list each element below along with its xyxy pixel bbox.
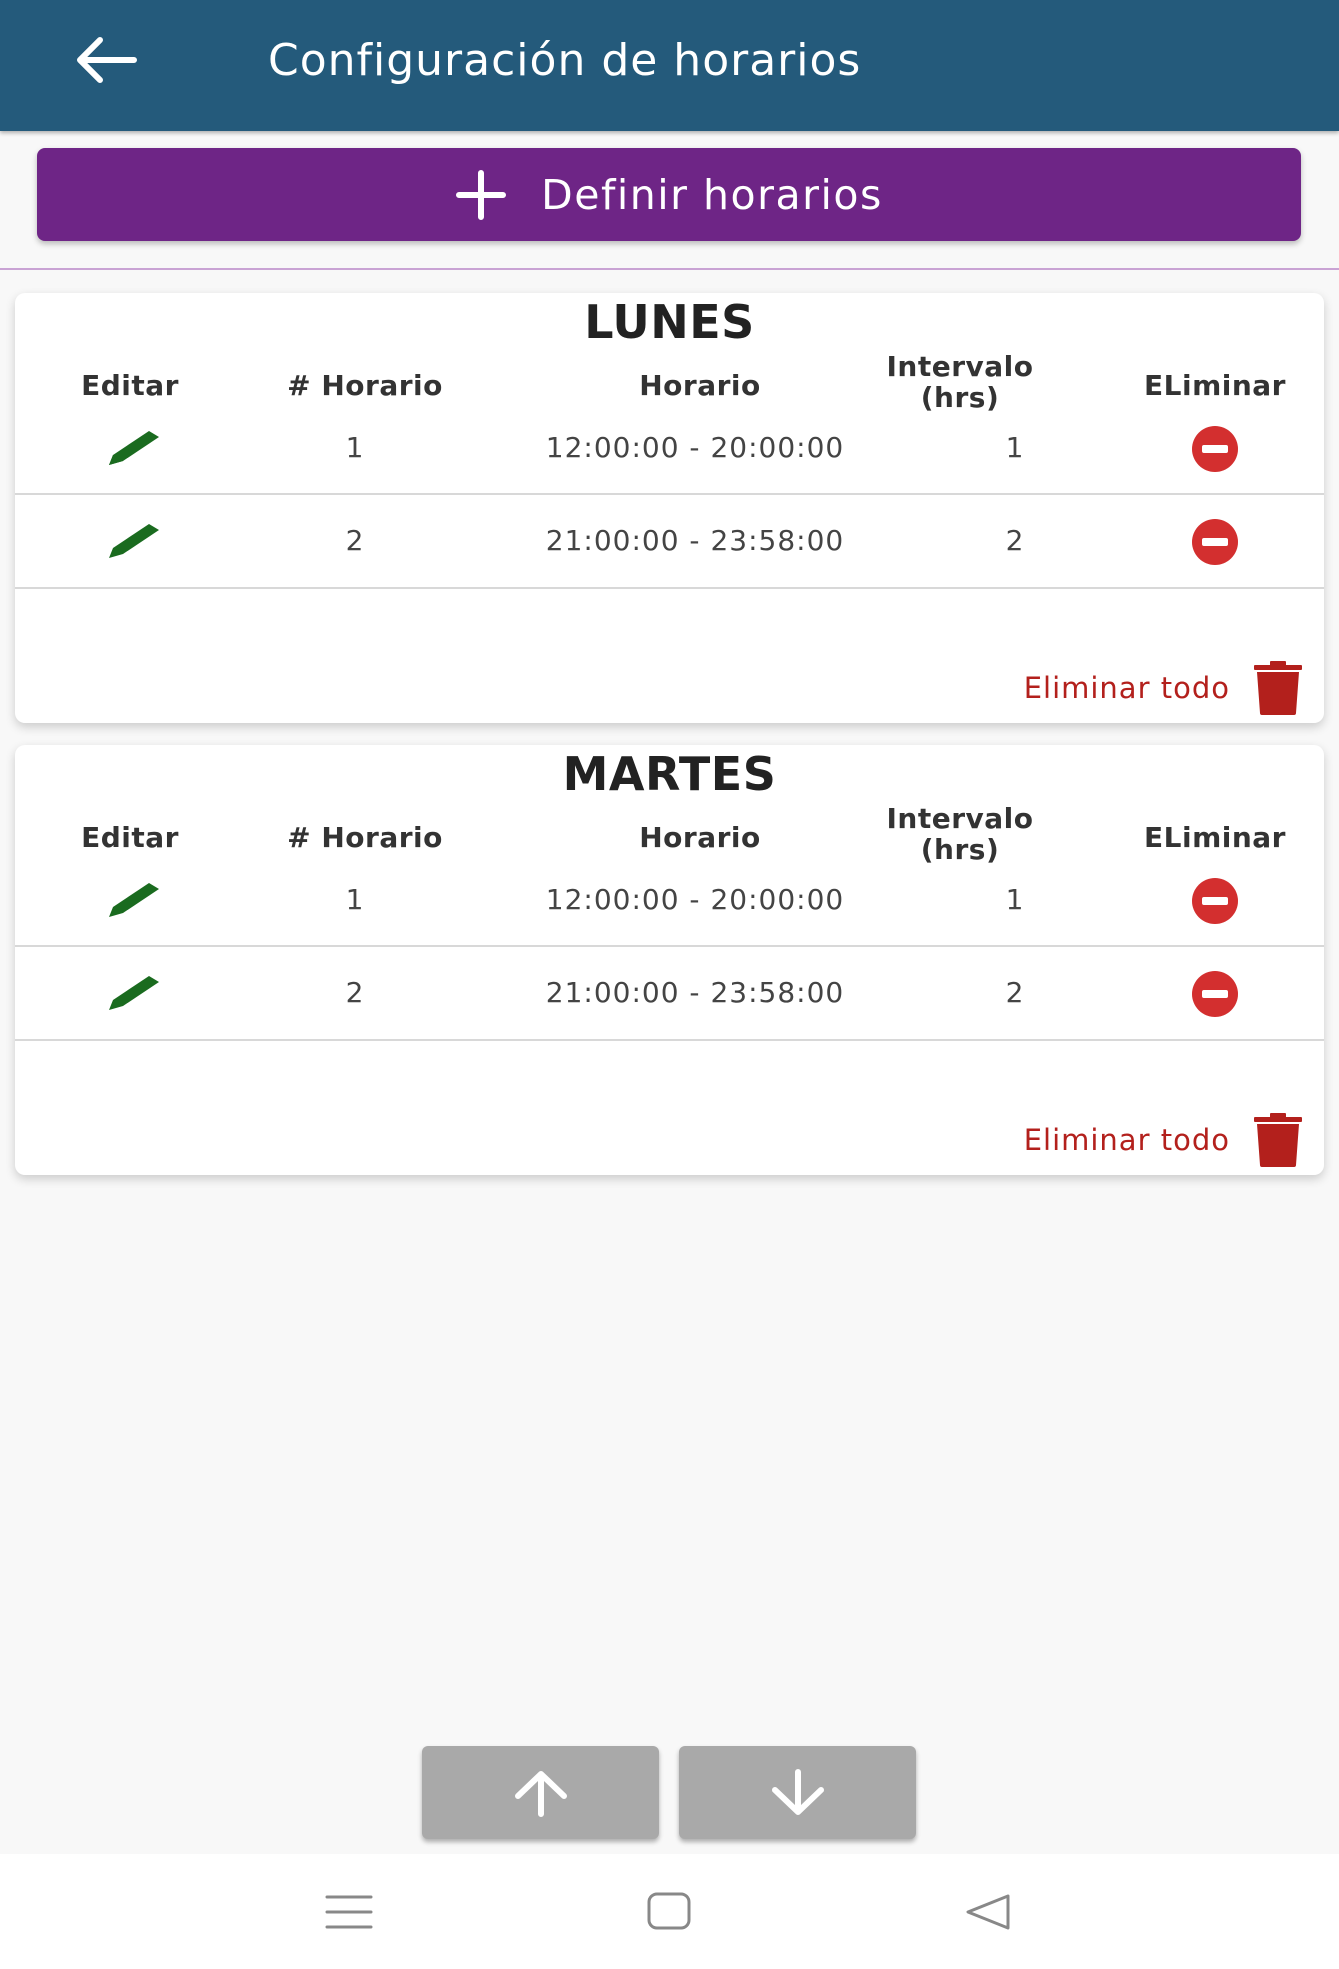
row-interval: 1: [1005, 883, 1025, 916]
pencil-icon[interactable]: [103, 877, 165, 923]
row-number: 2: [345, 976, 365, 1009]
row-number: 2: [345, 524, 365, 557]
row-divider: [15, 1039, 1324, 1041]
scroll-down-button[interactable]: [679, 1746, 916, 1839]
row-schedule: 12:00:00 - 20:00:00: [545, 431, 845, 464]
row-schedule: 21:00:00 - 23:58:00: [545, 524, 845, 557]
remove-circle-icon[interactable]: [1191, 970, 1239, 1018]
row-divider: [15, 945, 1324, 947]
header-number: # Horario: [287, 369, 443, 402]
square-home-icon[interactable]: [646, 1891, 692, 1931]
arrow-left-icon: [70, 34, 140, 86]
scroll-up-button[interactable]: [422, 1746, 659, 1839]
delete-all-label: Eliminar todo: [1023, 1123, 1230, 1157]
menu-lines-icon[interactable]: [325, 1893, 373, 1931]
remove-circle-icon[interactable]: [1191, 425, 1239, 473]
header-delete: ELiminar: [1144, 369, 1286, 402]
pencil-icon[interactable]: [103, 518, 165, 564]
header-edit: Editar: [81, 369, 179, 402]
delete-all-button[interactable]: [1024, 661, 1304, 715]
header-edit: Editar: [81, 821, 179, 854]
row-schedule: 21:00:00 - 23:58:00: [545, 976, 845, 1009]
back-button[interactable]: [70, 34, 140, 86]
header-interval: [855, 802, 1065, 866]
header-interval-line1: Intervalo: [886, 802, 1034, 835]
row-number: 1: [345, 431, 365, 464]
header-schedule: Horario: [639, 821, 761, 854]
remove-circle-icon[interactable]: [1191, 877, 1239, 925]
trash-icon: [1252, 1113, 1304, 1167]
delete-all-button[interactable]: [1024, 1113, 1304, 1167]
page-title: Configuración de horarios: [268, 35, 862, 86]
header-delete: ELiminar: [1144, 821, 1286, 854]
define-schedules-label: Definir horarios: [541, 170, 883, 219]
header-interval-line2: (hrs): [920, 833, 1000, 866]
day-card-martes: [15, 745, 1324, 1175]
header-interval: [855, 350, 1065, 414]
header-interval-line2: (hrs): [920, 381, 1000, 414]
triangle-back-icon[interactable]: [964, 1892, 1012, 1932]
row-number: 1: [345, 883, 365, 916]
row-divider: [15, 587, 1324, 589]
header-interval-line1: Intervalo: [886, 350, 1034, 383]
divider: [0, 268, 1339, 270]
arrow-up-icon: [510, 1768, 572, 1818]
trash-icon: [1252, 661, 1304, 715]
define-schedules-button[interactable]: [37, 148, 1301, 241]
system-nav-bar: [0, 1854, 1339, 1969]
header-schedule: Horario: [639, 369, 761, 402]
remove-circle-icon[interactable]: [1191, 518, 1239, 566]
day-title: MARTES: [562, 747, 777, 801]
arrow-down-icon: [767, 1768, 829, 1818]
plus-icon: [455, 169, 507, 221]
day-card-lunes: [15, 293, 1324, 723]
day-title: LUNES: [584, 295, 755, 349]
row-schedule: 12:00:00 - 20:00:00: [545, 883, 845, 916]
row-divider: [15, 493, 1324, 495]
row-interval: 2: [1005, 524, 1025, 557]
delete-all-label: Eliminar todo: [1023, 671, 1230, 705]
pencil-icon[interactable]: [103, 970, 165, 1016]
row-interval: 2: [1005, 976, 1025, 1009]
pencil-icon[interactable]: [103, 425, 165, 471]
app-bar: [0, 0, 1339, 131]
row-interval: 1: [1005, 431, 1025, 464]
header-number: # Horario: [287, 821, 443, 854]
